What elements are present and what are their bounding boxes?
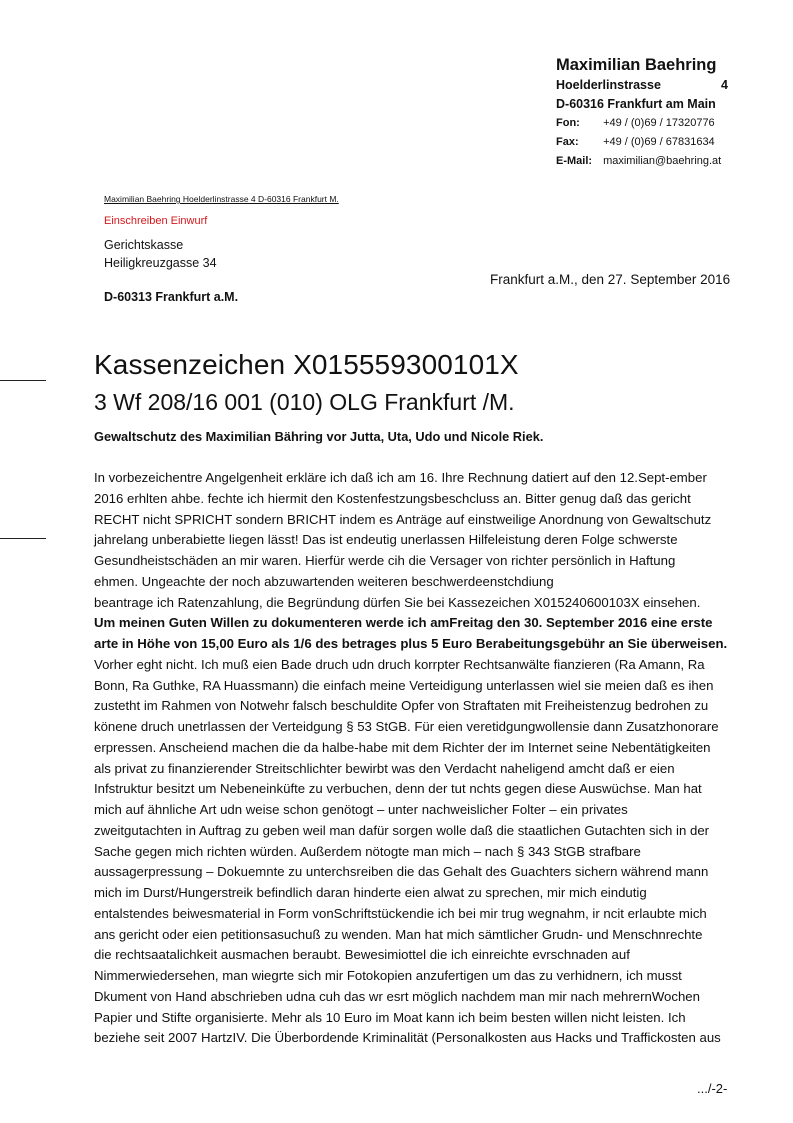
body-line: arte in Höhe von 15,00 Euro als 1/6 des betrages plus 5 Euro Berabeitungsgebühr an Sie überweisen. <box>94 636 728 651</box>
fax-number: +49 / (0)69 / 67831634 <box>603 136 715 148</box>
sender-phone-line <box>556 114 756 133</box>
page-title: Kassenzeichen X015559300101X <box>94 349 519 380</box>
sender-street-line <box>556 76 756 95</box>
letter-body <box>94 468 734 1049</box>
body-line: Nimmerwiedersehen, man wiegrte sich mir Fotokopien anzufertigen um das zu verhidnern, ich musst <box>94 968 682 983</box>
body-line: Um meinen Guten Willen zu dokumenteren werde ich amFreitag den 30. September 2016 eine erste <box>94 615 713 631</box>
return-address: Maximilian Baehring Hoelderlinstrasse 4 D-60316 Frankfurt M. <box>104 194 339 204</box>
shipping-note: Einschreiben Einwurf <box>104 215 208 227</box>
body-line: Gesundheistschäden an mir waren. Hierfür werde cih die Versager von richter persönlich in Haftung <box>94 553 676 568</box>
recipient-city: D-60313 Frankfurt a.M. <box>104 290 239 304</box>
body-line: zustetht im Rahmen von Notwehr falsch beschuldite Opfer von Straftaten mit Freiheistenzug bedrohen zu <box>94 698 709 714</box>
page-continuation: .../-2- <box>697 1081 728 1096</box>
body-line: Vorher eght nicht. Ich muß eien Bade druch udn druch korrpter Rechtsanwälte fianzieren (Ra Amann, Ra <box>94 656 705 672</box>
body-line: Papier und Stifte organisierte. Mehr als 10 Euro im Moat kann ich beim besten willen nicht leisten. Ich <box>94 1009 686 1025</box>
sender-email-line <box>556 152 756 171</box>
sender-city: D-60316 Frankfurt am Main <box>556 97 716 111</box>
recipient-street: Heiligkreuzgasse 34 <box>104 256 217 270</box>
body-line: Bonn, Ra Guthke, RA Huassmann) die einfach meine Verteidigung unterlassen wiel sie meien daß es ihen <box>94 677 714 693</box>
body-line: die rechtsaatalichkeit ausmachen beraubt. Bewesimiottel die ich einreichte evrschnaden auf <box>94 947 630 963</box>
phone-label: Fon: <box>556 117 580 129</box>
subject-line: Gewaltschutz des Maximilian Bähring vor Jutta, Uta, Udo und Nicole Riek. <box>94 429 544 444</box>
body-line: ans gericht oder eien petitionsasuchuß zu wenden. Man hat mich sämtlicher Grudn- und Menschnrechte <box>94 926 703 942</box>
phone-number: +49 / (0)69 / 17320776 <box>603 117 715 129</box>
recipient-name: Gerichtskasse <box>104 238 184 252</box>
body-line: 2016 erhlten ahbe. fechte ich hiermit den Kostenfestzungsbeschcluss an. Bitter genug daß das gericht <box>94 490 691 506</box>
body-line: In vorbezeichentre Angelgenheit erkläre ich daß ich am 16. Ihre Rechnung datiert auf den 12.Sept-ember <box>94 470 707 485</box>
body-line: RECHT nicht SPRICHT sondern BRICHT indem es Anträge auf einstweilige Anordnung von Gewaltschutz <box>94 511 712 527</box>
body-line: erpressen. Anscheiend machen die da halbe-habe mit dem Richter der im Internet seine Nebentätigkeiten <box>94 739 711 755</box>
fold-mark-top <box>0 380 46 381</box>
body-line: Infstruktur besitzt um Nebeneinküfte zu verbuchen, denn der tut nchts gegen diese Auswüchse. Man hat <box>94 781 702 797</box>
body-line: könene druch unetrlassen der Verteidgung § 53 StGB. Für eien veretidgungwollensie dann Zusatzhonorare <box>94 719 719 734</box>
body-line: entalstendes beiwesmaterial in Form vonSchriftstückendie ich bei mir trug wegnahm, ir ncit erlaubte mich <box>94 905 707 921</box>
place-date: Frankfurt a.M., den 27. September 2016 <box>490 272 731 287</box>
body-line: Dkument von Hand abschrieben udna cuh das wr esrt möglich nachdem man mir nach mehrernWochen <box>94 988 700 1004</box>
sender-fax-line <box>556 133 756 152</box>
email-label: E-Mail: <box>556 155 593 167</box>
body-line: aussagerpressung – Dokuemnte zu unterchsreiben die das Gehalt des Guachters sichern während mann <box>94 864 709 880</box>
body-line: Sache gegen mich richten würden. Außerdem nötogte man mich – nach § 343 StGB strafbare <box>94 843 641 859</box>
body-line: beantrage ich Ratenzahlung, die Begründung dürfen Sie bei Kassezeichen X015240600103X einsehen. <box>94 594 701 610</box>
body-line: mich auf ähnliche Art udn weise schon genötogt – unter nachweislicher Folter – ein privates <box>94 802 628 817</box>
sender-name: Maximilian Baehring <box>556 56 717 74</box>
punch-mark <box>0 538 46 539</box>
sender-block <box>556 54 756 171</box>
body-line: als privat zu finanzierender Streitschlichter bewirbt was den Verdacht naheligend amcht daß er eien <box>94 760 675 776</box>
fax-label: Fax: <box>556 136 579 148</box>
sender-house-number: 4 <box>721 78 728 92</box>
email-address: maximilian@baehring.at <box>603 155 722 167</box>
body-line: mich im Durst/Hungerstreik befindlich daran hinderte eien alwat zu sprechen, mir mich eindutig <box>94 885 647 900</box>
body-line: beziehe seit 2007 HartzIV. Die Überbordende Kriminalität (Personalkosten aus Hacks und Traffickosten aus <box>94 1030 721 1046</box>
body-line: zweitgutachten in Auftrag zu geben weil man dafür sorgen wolle daß die staatlichen Gutachten sich in der <box>94 822 710 838</box>
case-reference: 3 Wf 208/16 001 (010) OLG Frankfurt /M. <box>94 389 515 415</box>
body-line: jahrelang unberabiette liegen lässt! Das ist endeutig unerlassen Hilfeleistung deren Folge schwerste <box>94 532 678 548</box>
body-line: ehmen. Ungeachte der noch abzuwartenden weiteren beschwerdeenstchdiung <box>94 573 554 589</box>
sender-street: Hoelderlinstrasse <box>556 78 661 92</box>
